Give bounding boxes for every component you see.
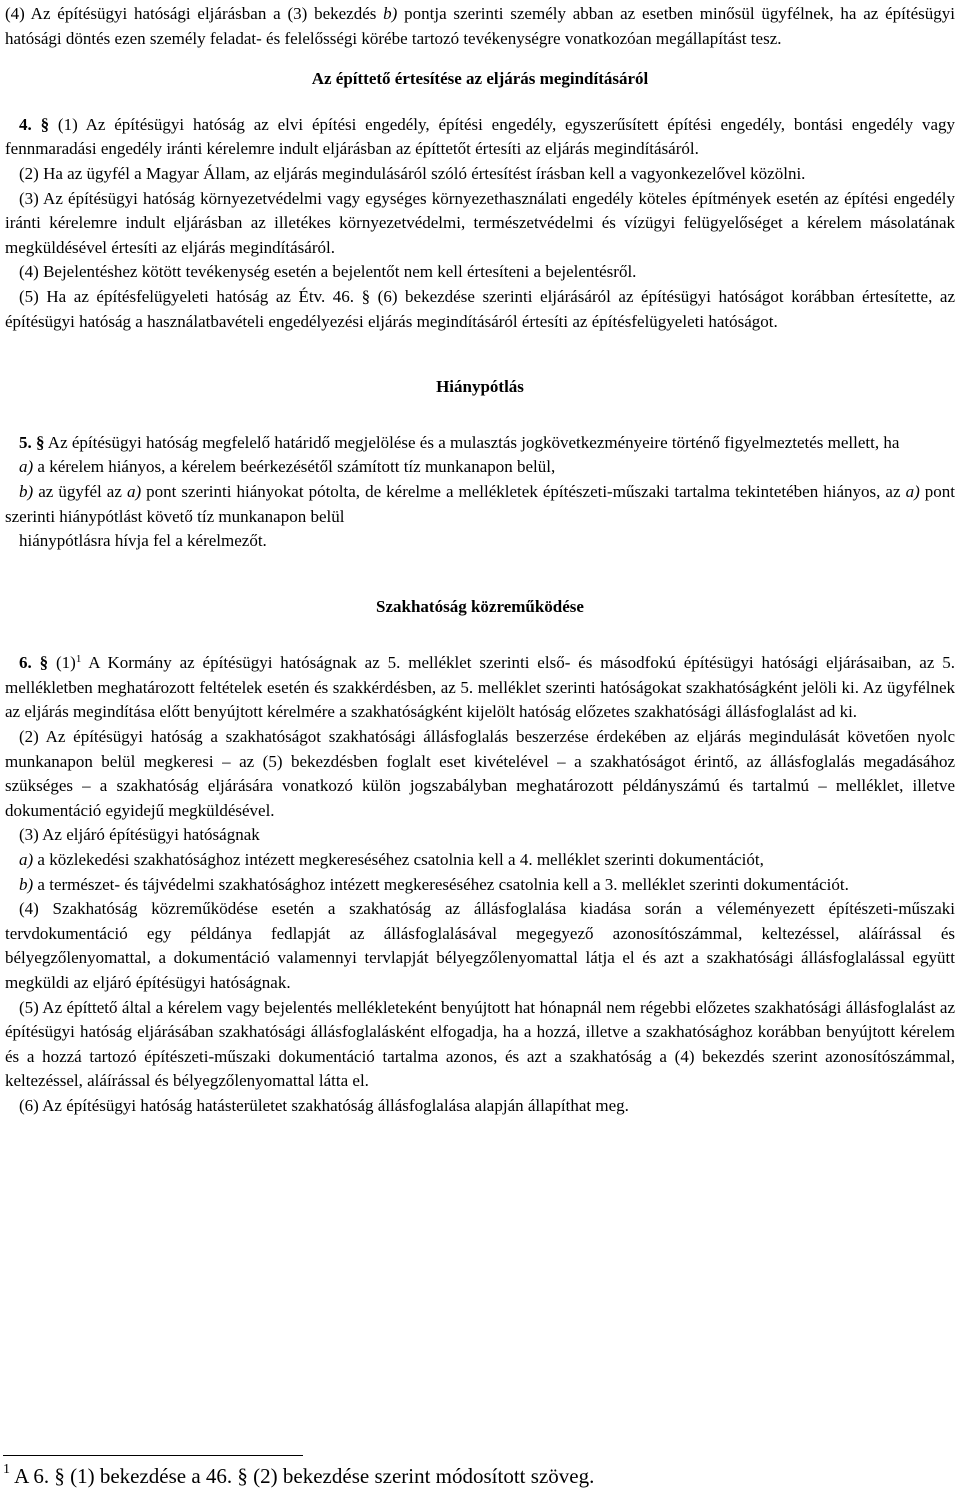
paragraph-4-2: (2) Ha az ügyfél a Magyar Állam, az eljárás megindulásáról szóló értesítést írásban kell a vagyonkezelővel közölni. bbox=[19, 163, 806, 183]
paragraph-5-b: b) az ügyfél az a) pont szerinti hiányokat pótolta, de kérelme a mellékletek építészeti-műszaki tartalma tekintetében hiányos, az a) pont szerinti hiánypótlást követő tíz munkanapon belül bbox=[5, 481, 955, 526]
paragraph-4-4: (4) Bejelentéshez kötött tevékenység esetén a bejelentőt nem kell értesíteni a bejelentésről. bbox=[19, 262, 637, 282]
footnote-text: A 6. § (1) bekezdése a 46. § (2) bekezdése szerint módosított szöveg. bbox=[10, 1464, 595, 1488]
paragraph-4-1: 4. § (1) Az építésügyi hatóság az elvi építési engedély, építési engedély, egyszerűsített építési engedély, bontási engedély vagy fennmaradási engedély iránti kérelemre indult eljárásban az építtetőt értesíti az eljárás megindításáról. bbox=[5, 114, 956, 159]
section-heading-4: Az építtető értesítése az eljárás megindításáról bbox=[311, 69, 649, 89]
paragraph-6-3: (3) Az eljáró építésügyi hatóságnak bbox=[19, 825, 260, 845]
section-heading-6: Szakhatóság közreműködése bbox=[376, 596, 584, 616]
paragraph-4-5: (5) Ha az építésfelügyeleti hatóság az Étv. 46. § (6) bekezdése szerinti eljárásáról az építésügyi hatóságot korábban értesítette, az építésügyi hatóság a használatbavételi engedélyezési eljárás megindításáról értesíti az építésfelügyeleti hatóságot. bbox=[5, 286, 955, 331]
section-heading-5: Hiánypótlás bbox=[436, 377, 524, 397]
footnote-divider bbox=[3, 1455, 303, 1456]
paragraph-6-1: 6. § $(1)^1$ A Kormány az építésügyi hatóságnak az 5. melléklet szerinti első- és másodfokú építésügyi hatósági eljárásaiban, az 5. mellékletben meghatározott feltételek esetén és szakkérdésben, az 5. melléklet szerinti hatóságokat szakhatóságként jelöli ki. Az ügyfélnek az eljárás megindítása előtt benyújtott kérelmére a szakhatóságként kijelölt hatóság előzetes szakhatósági állásfoglalást ad ki. bbox=[5, 653, 955, 722]
footnote-area bbox=[3, 1455, 953, 1489]
footnote bbox=[3, 1463, 953, 1489]
paragraph-5-a: a) a kérelem hiányos, a kérelem beérkezésétől számított tíz munkanapon belül, bbox=[19, 457, 556, 477]
section-number-6: 6. § bbox=[19, 653, 49, 673]
paragraph-6-6: (6) Az építésügyi hatóság hatásterületet szakhatóság állásfoglalása alapján állapíthat meg. bbox=[19, 1095, 629, 1115]
paragraph-6-3-a: a) a közlekedési szakhatósághoz intézett megkereséséhez csatolnia kell a 4. melléklet szerinti dokumentációt, bbox=[19, 850, 764, 870]
paragraph-5-intro: 5. § Az építésügyi hatóság megfelelő határidő megjelölése és a mulasztás jogkövetkezményeire történő figyelmeztetés mellett, ha bbox=[19, 432, 900, 452]
paragraph-6-3-b: b) a természet- és tájvédelmi szakhatósághoz intézett megkereséséhez csatolnia kell a 3. melléklet szerinti dokumentációt. bbox=[19, 874, 849, 894]
paragraph-3-4: (4) Az építésügyi hatósági eljárásban a (3) bekezdés b) pontja szerinti személy abban az esetben minősül ügyfélnek, ha az építésügyi hatósági döntés ezen személy feladat- és felelősségi körébe tartozó tevékenységre vonatkozóan megállapítást tesz. bbox=[5, 4, 955, 48]
section-number-5: 5. § bbox=[19, 432, 45, 452]
paragraph-6-2: (2) Az építésügyi hatóság a szakhatóságot szakhatósági állásfoglalás beszerzése érdekében az eljárás megindulását követően nyolc munkanapon belül megkeresi – az (5) bekezdésben foglalt eset kivételével – a szakhatóságot érintő, az állásfoglalás megadásához szükséges – a szakhatóság eljárására vonatkozó külön jogszabályban meghatározott példányszámú és tartalmú – melléklet, illetve dokumentáció egyidejű megküldésével. bbox=[5, 727, 955, 820]
paragraph-6-4: (4) Szakhatóság közreműködése esetén a szakhatóság az állásfoglalása kiadása során a véleményezett építészeti-műszaki tervdokumentáció egy példánya fedlapját az állásfoglalásával megegyező azonosítószámmal, keltezéssel, aláírással és bélyegzőlenyomattal, a dokumentáció valamennyi tervlapját bélyegzőlenyomattal látja el és azt a szakhatósági állásfoglalással együtt megküldi az eljáró építésügyi hatóságnak. bbox=[5, 899, 955, 992]
paragraph-6-5: (5) Az építtető által a kérelem vagy bejelentés mellékleteként benyújtott hat hónapnál nem régebbi előzetes szakhatósági állásfoglalást az építésügyi hatóság eljárásában szakhatósági állásfoglalásként elfogadja, ha a hozzá, illetve a szakhatósághoz korábban benyújtott kérelem és a hozzá tartozó építészeti-műszaki dokumentáció tartalma azonos, és azt a szakhatóság a (4) bekezdés szerint azonosítószámmal, keltezéssel, aláírással és bélyegzőlenyomattal látta el. bbox=[5, 997, 955, 1091]
footnote-reference[interactable]: 1 bbox=[75, 653, 82, 666]
footnote-marker: 1 bbox=[3, 1462, 10, 1477]
paragraph-4-3: (3) Az építésügyi hatóság környezetvédelmi vagy egységes környezethasználati engedély köteles építmények esetén az építési engedély iránti kérelemre indult eljárásban az illetékes környezetvédelmi, természetvédelmi és vízügyi felügyelőséget a kérelem másolatának megküldésével értesíti az eljárás megindításáról. bbox=[5, 188, 955, 257]
paragraph-5-closing: hiánypótlásra hívja fel a kérelmezőt. bbox=[19, 531, 267, 551]
document-page bbox=[5, 2, 955, 1119]
section-number-4: 4. § bbox=[19, 114, 50, 134]
